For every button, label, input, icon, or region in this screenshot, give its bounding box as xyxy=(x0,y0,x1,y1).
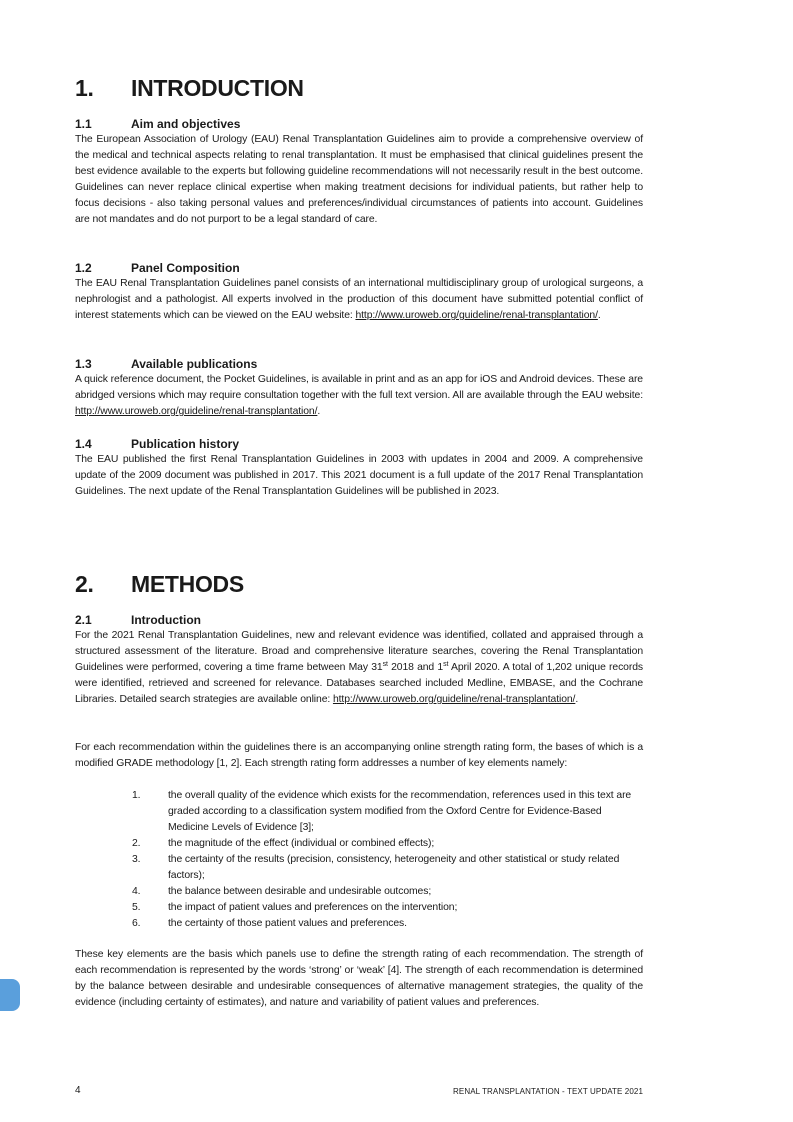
subsection-aim-objectives xyxy=(75,116,643,228)
paragraph-text: 2018 and 1 xyxy=(387,662,444,673)
list-item xyxy=(75,852,643,884)
list-number: 3. xyxy=(132,854,141,865)
paragraph xyxy=(75,276,643,324)
paragraph-end: . xyxy=(597,310,601,321)
subsection-number: 1.2 xyxy=(75,261,92,275)
list-number: 1. xyxy=(132,790,141,801)
subsection-heading xyxy=(75,116,643,132)
subsection-number: 2.1 xyxy=(75,613,92,627)
list-number: 2. xyxy=(132,838,141,849)
subsection-heading xyxy=(75,436,643,452)
subsection-number: 1.1 xyxy=(75,117,92,131)
list-item xyxy=(75,884,643,900)
list-item xyxy=(75,900,643,916)
methods-paragraph-3 xyxy=(75,947,643,1011)
subsection-title: Available publications xyxy=(131,357,258,371)
ordinal-suffix: st xyxy=(443,661,449,668)
paragraph xyxy=(75,372,643,420)
subsection-heading xyxy=(75,356,643,372)
eau-website-link[interactable]: http://www.uroweb.org/guideline/renal-transplantation/ xyxy=(355,310,598,321)
subsection-number: 1.4 xyxy=(75,437,92,451)
section-number: 1. xyxy=(75,75,94,101)
section-title: METHODS xyxy=(131,571,244,597)
subsection-title: Introduction xyxy=(131,613,201,627)
subsection-panel-composition xyxy=(75,260,643,324)
list-text: the impact of patient values and preferences on the intervention; xyxy=(168,902,458,913)
paragraph-end: . xyxy=(317,406,321,417)
list-number: 4. xyxy=(132,886,141,897)
list-text: the magnitude of the effect (individual or combined effects); xyxy=(168,838,435,849)
subsection-number: 1.3 xyxy=(75,357,92,371)
chapter-tab-marker xyxy=(0,979,20,1011)
search-strategies-link[interactable]: http://www.uroweb.org/guideline/renal-transplantation/ xyxy=(332,694,576,705)
paragraph-text: The EAU Renal Transplantation Guidelines panel consists of an international multidisciplinary group of urological surgeons, a nephrologist and a pathologist. All experts involved in the production of this document have submitted potential conflict of interest statements which can be viewed on the EAU website: xyxy=(75,278,643,321)
section-heading-introduction xyxy=(75,74,304,102)
list-number: 5. xyxy=(132,902,141,913)
paragraph xyxy=(75,628,643,708)
list-item xyxy=(75,916,643,932)
paragraph: These key elements are the basis which panels use to define the strength rating of each recommendation. The strength of each recommendation is represented by the words ‘strong’ or ‘weak’ [4]. The strength of each recommendation is determined by the balance between desirable and undesirable consequences of alternative management strategies, the quality of the evidence (including certainty of estimates), and nature and variability of patient values and preferences. xyxy=(75,949,643,1008)
paragraph-text: For the 2021 Renal Transplantation Guidelines, new and relevant evidence was identified, collated and appraised through a structured assessment of the literature. Broad and comprehensive literature searches, covering the Renal Transplantation Guidelines were performed, covering a time frame between May 31 xyxy=(75,630,643,673)
subsection-title: Aim and objectives xyxy=(131,117,241,131)
subsection-title: Panel Composition xyxy=(131,261,240,275)
subsection-methods-introduction xyxy=(75,612,643,708)
methods-paragraph-2 xyxy=(75,740,643,772)
page-number: 4 xyxy=(75,1085,81,1096)
subsection-title: Publication history xyxy=(131,437,240,451)
section-heading-methods xyxy=(75,570,244,598)
list-number: 6. xyxy=(132,918,141,929)
subsection-heading xyxy=(75,260,643,276)
paragraph: For each recommendation within the guidelines there is an accompanying online strength rating form, the bases of which is a modified GRADE methodology [1, 2]. Each strength rating form addresses a number of key elements namely: xyxy=(75,742,643,769)
section-number: 2. xyxy=(75,571,94,597)
subsection-publication-history xyxy=(75,436,643,500)
subsection-available-publications xyxy=(75,356,643,420)
list-text: the certainty of the results (precision, consistency, heterogeneity and other statistical or study related factors); xyxy=(168,854,620,881)
section-title: INTRODUCTION xyxy=(131,75,304,101)
paragraph: The European Association of Urology (EAU) Renal Transplantation Guidelines aim to provide a comprehensive overview of the medical and technical aspects relating to renal transplantation. It must be emphasised that clinical guidelines present the best evidence available to the experts but following guideline recommendations will not necessarily result in the best outcome. Guidelines can never replace clinical expertise when making treatment decisions for individual patients, but rather help to focus decisions - also taking personal values and preferences/individual circumstances of patients into account. Guidelines are not mandates and do not purport to be a legal standard of care. xyxy=(75,134,643,225)
paragraph-text: April 2020. A total of 1,202 unique records were identified, retrieved and screened for relevance. Databases searched included Medline, EMBASE, and the Cochrane Libraries. Detailed search strategies are available online: xyxy=(75,662,643,705)
list-text: the certainty of those patient values and preferences. xyxy=(168,918,407,929)
paragraph-end: . xyxy=(575,694,579,705)
list-text: the overall quality of the evidence which exists for the recommendation, references used in this text are graded according to a classification system modified from the Oxford Centre for Evidence-Based Medicine Levels of Evidence [3]; xyxy=(168,790,632,833)
list-item xyxy=(75,836,643,852)
key-elements-list xyxy=(75,788,643,932)
running-footer-title: RENAL TRANSPLANTATION - TEXT UPDATE 2021 xyxy=(453,1087,643,1096)
ordinal-suffix: st xyxy=(382,661,388,668)
paragraph: The EAU published the first Renal Transplantation Guidelines in 2003 with updates in 2004 and 2009. A comprehensive update of the 2009 document was published in 2017. This 2021 document is a full update of the 2017 Renal Transplantation Guidelines. The next update of the Renal Transplantation Guidelines will be published in 2023. xyxy=(75,454,643,497)
list-item xyxy=(75,788,643,836)
eau-website-link[interactable]: http://www.uroweb.org/guideline/renal-transplantation/ xyxy=(75,406,318,417)
subsection-heading xyxy=(75,612,643,628)
list-text: the balance between desirable and undesirable outcomes; xyxy=(168,886,432,897)
paragraph-text: A quick reference document, the Pocket Guidelines, is available in print and as an app for iOS and Android devices. These are abridged versions which may require consultation together with the full text version. All are available through the EAU website: xyxy=(75,374,643,401)
